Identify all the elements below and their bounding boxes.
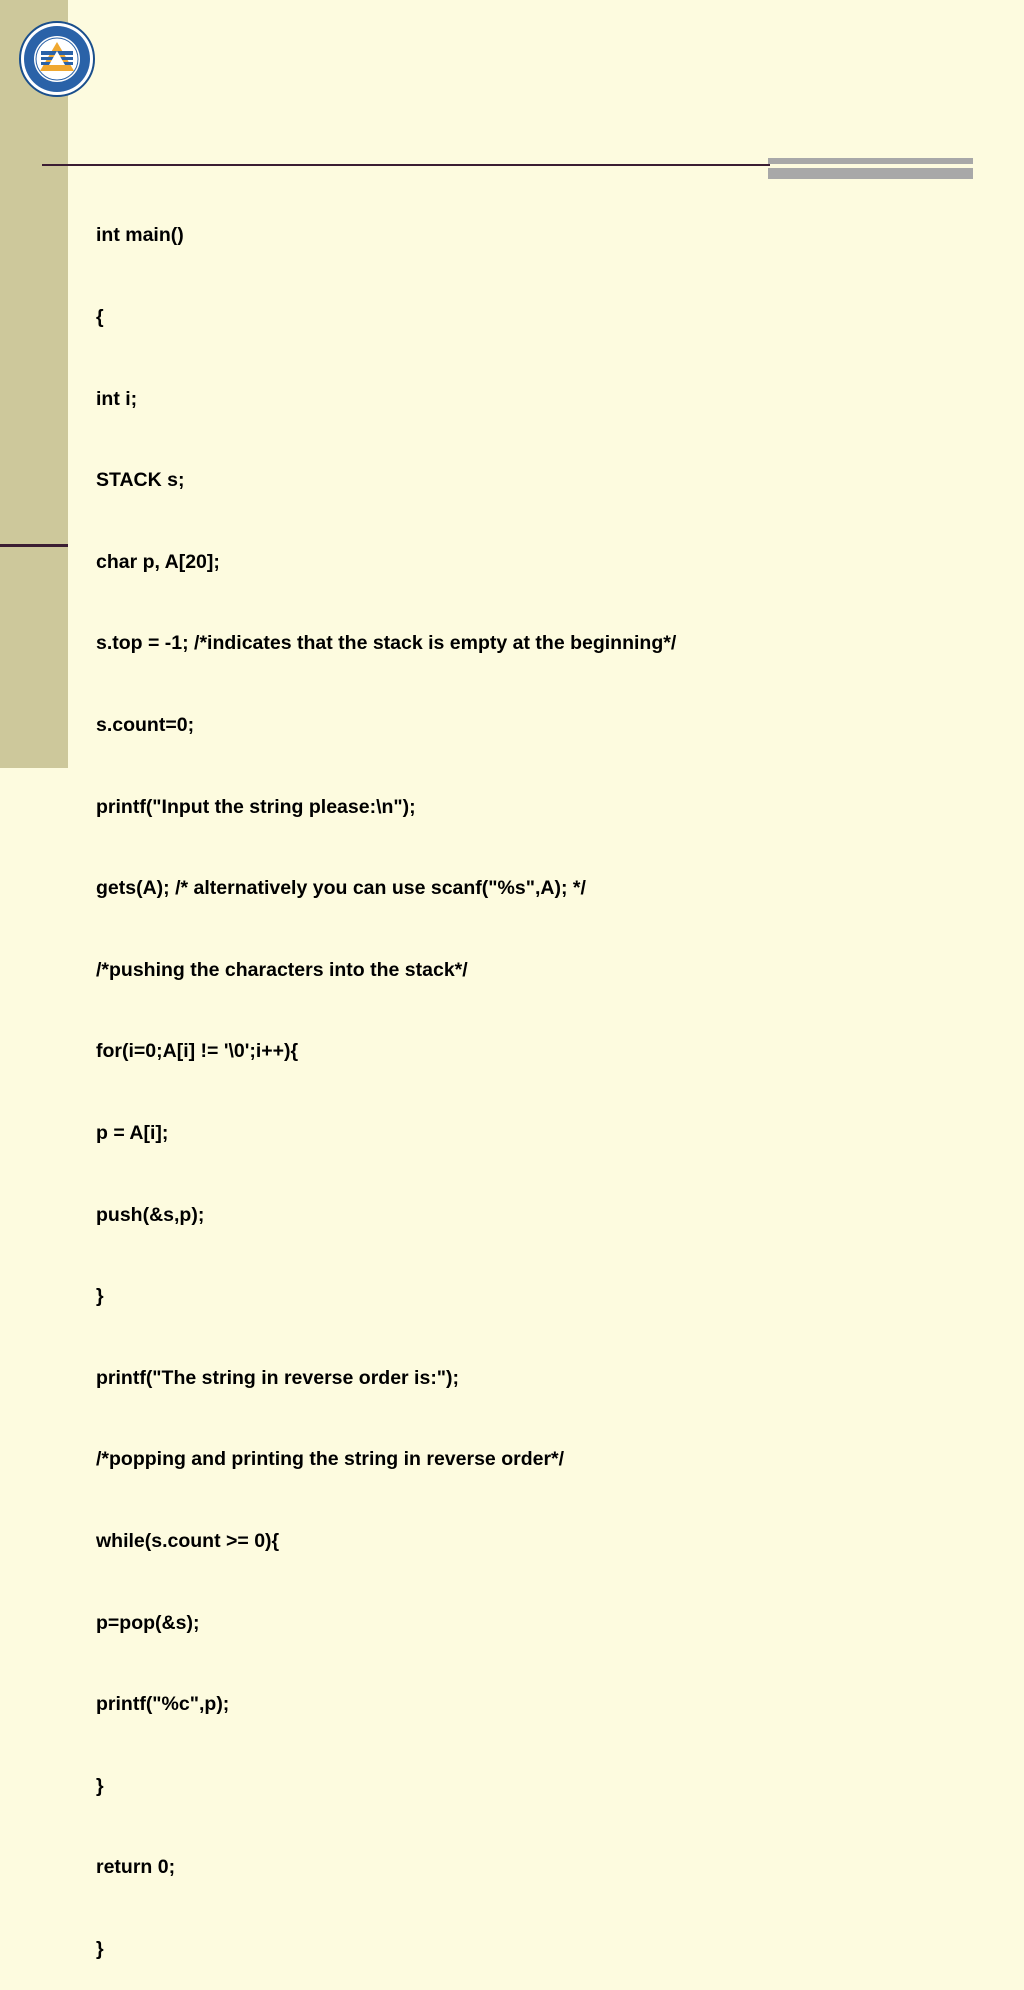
code-line: gets(A); /* alternatively you can use scanf("%s",A); */ [96,877,586,900]
code-line: } [96,1774,104,1797]
code-line: p = A[i]; [96,1121,169,1144]
sidebar-divider [0,544,68,547]
code-line: STACK s; [96,469,185,492]
left-sidebar-band [0,0,68,768]
code-line: /*popping and printing the string in reverse order*/ [96,1448,565,1471]
code-line: { [96,306,104,328]
code-line: while(s.count >= 0){ [96,1529,280,1552]
header-accent-bar-bottom [768,168,973,179]
code-line: return 0; [96,1856,176,1879]
code-line: int main() [96,224,184,247]
code-line: printf("%c",p); [96,1693,230,1716]
code-listing [96,168,676,1990]
code-line: s.top = -1; /*indicates that the stack is empty at the beginning*/ [96,632,677,655]
code-line: p=pop(&s); [96,1611,200,1634]
seal-year: 1979 [51,75,63,81]
university-seal-icon [19,21,95,97]
code-line: s.count=0; [96,713,195,736]
code-line: printf("Input the string please:\n"); [96,795,416,818]
code-line: push(&s,p); [96,1203,205,1226]
code-line: printf("The string in reverse order is:"); [96,1366,460,1389]
code-line: } [96,1937,104,1960]
code-line: char p, A[20]; [96,550,220,573]
code-line: } [96,1285,104,1308]
header-accent-bar-top [768,158,973,164]
header-rule [42,164,770,166]
code-line: /*pushing the characters into the stack*/ [96,958,468,981]
code-line: int i; [96,387,138,410]
code-line: for(i=0;A[i] != '\0';i++){ [96,1040,299,1063]
